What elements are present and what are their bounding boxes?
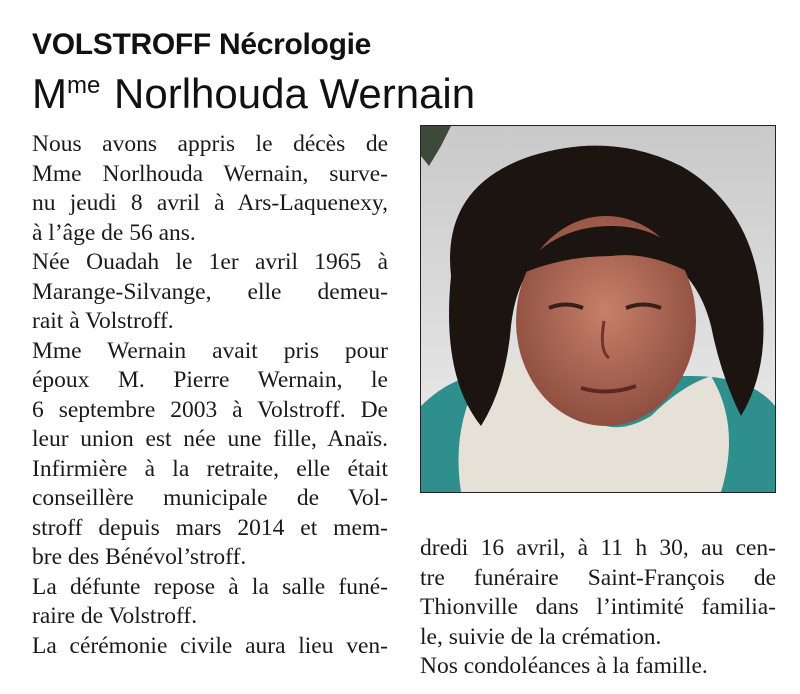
text-line: le, suivie de la crémation. [420,623,662,650]
text-line: raire de Volstroff. [32,603,198,629]
text-line: Marange-Silvange, elle demeu- [32,278,388,305]
article-column-left [32,130,388,661]
text-line: rait à Volstroff. [32,308,174,334]
text-line: Mme Wernain avait pris pour [32,337,388,364]
portrait-illustration [421,126,775,492]
text-line: Nos condoléances à la famille. [420,653,708,679]
text-line: Née Ouadah le 1er avril 1965 à [32,249,388,275]
title-prefix-sup: me [67,72,101,99]
title-prefix: M [32,70,67,117]
text-line: époux M. Pierre Wernain, le [32,367,388,393]
portrait-photo [420,125,776,493]
text-line: La cérémonie civile aura lieu ven- [32,632,388,659]
text-line: à l’âge de 56 ans. [32,219,196,246]
text-line: bre des Bénévol’stroff. [32,544,247,570]
text-line: stroff depuis mars 2014 et mem- [32,514,388,541]
text-line: La défunte repose à la salle funé- [32,573,388,600]
text-line: Nous avons appris le décès de [32,131,388,157]
text-line: leur union est née une fille, Anaïs. [32,426,388,452]
text-line: dredi 16 avril, à 11 h 30, au cen- [420,535,776,561]
text-line: 6 septembre 2003 à Volstroff. De [32,396,388,423]
text-line: Thionville dans l’intimité familia- [420,594,776,620]
text-line: Mme Norlhouda Wernain, surve- [32,160,388,187]
kicker: VOLSTROFF Nécrologie [32,28,372,61]
headline [32,70,475,118]
title-name: Norlhouda Wernain [114,70,476,117]
article-column-right [420,534,776,682]
text-line: nu jeudi 8 avril à Ars-Laquenexy, [32,190,388,216]
text-line: tre funéraire Saint-François de [420,564,776,591]
text-line: conseillère municipale de Vol- [32,485,388,511]
text-line: Infirmière à la retraite, elle était [32,455,388,482]
